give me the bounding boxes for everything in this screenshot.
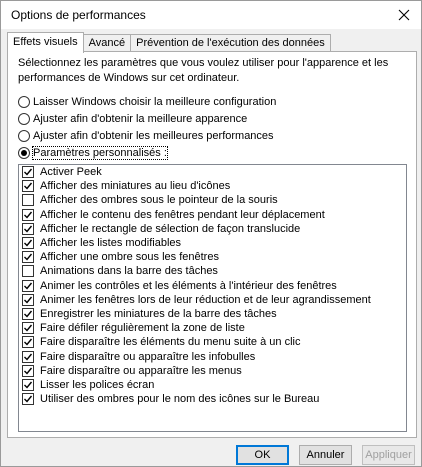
- list-item[interactable]: [19, 307, 406, 321]
- list-item[interactable]: [19, 349, 406, 363]
- list-item[interactable]: [19, 364, 406, 378]
- list-item-label: Afficher des ombres sous le pointeur de la souris: [40, 194, 278, 207]
- radio-let-windows-choose[interactable]: [18, 94, 276, 110]
- tab-visual-effects[interactable]: Effets visuels: [7, 32, 84, 53]
- radio-best-performance[interactable]: [18, 128, 274, 144]
- checkmark-icon: [23, 380, 33, 390]
- list-item-label: Afficher les listes modifiables: [40, 237, 182, 250]
- checkbox-checked[interactable]: [22, 365, 34, 377]
- checkbox-checked[interactable]: [22, 166, 34, 178]
- tab-strip: [7, 32, 330, 52]
- cancel-button[interactable]: Annuler: [299, 445, 352, 465]
- tab-advanced[interactable]: Avancé: [83, 34, 132, 53]
- list-item[interactable]: [19, 321, 406, 335]
- checkmark-icon: [23, 281, 33, 291]
- radio-button[interactable]: [18, 113, 30, 125]
- list-item[interactable]: [19, 335, 406, 349]
- list-item[interactable]: [19, 264, 406, 278]
- ok-button[interactable]: OK: [236, 445, 289, 465]
- checkmark-icon: [23, 238, 33, 248]
- list-item-label: Afficher une ombre sous les fenêtres: [40, 251, 219, 264]
- list-item-label: Animer les fenêtres lors de leur réduction et de leur agrandissement: [40, 293, 371, 306]
- checkmark-icon: [23, 366, 33, 376]
- list-item-label: Faire disparaître les éléments du menu suite à un clic: [40, 336, 301, 349]
- checkbox-checked[interactable]: [22, 280, 34, 292]
- checkbox-checked[interactable]: [22, 294, 34, 306]
- tab-panel: [7, 51, 417, 438]
- checkmark-icon: [23, 181, 33, 191]
- checkbox-unchecked[interactable]: [22, 265, 34, 277]
- checkbox-checked[interactable]: [22, 180, 34, 192]
- list-item[interactable]: [19, 165, 406, 179]
- checkmark-icon: [23, 323, 33, 333]
- window-title: Options de performances: [11, 8, 146, 22]
- radio-label: Laisser Windows choisir la meilleure configuration: [33, 96, 277, 108]
- checkmark-icon: [23, 210, 33, 220]
- list-item[interactable]: [19, 179, 406, 193]
- checkmark-icon: [23, 309, 33, 319]
- radio-button[interactable]: [18, 130, 30, 142]
- checkbox-checked[interactable]: [22, 223, 34, 235]
- radio-label: Paramètres personnalisés :: [33, 147, 167, 159]
- radio-button[interactable]: [18, 96, 30, 108]
- visual-effects-list[interactable]: [18, 164, 407, 432]
- close-icon: [398, 9, 410, 21]
- radio-button-selected[interactable]: [18, 147, 30, 159]
- list-item-label: Afficher le contenu des fenêtres pendant leur déplacement: [40, 208, 325, 221]
- list-item[interactable]: [19, 222, 406, 236]
- list-item-label: Animations dans la barre des tâches: [40, 265, 218, 278]
- list-item-label: Utiliser des ombres pour le nom des icônes sur le Bureau: [40, 393, 320, 406]
- list-item[interactable]: [19, 293, 406, 307]
- checkmark-icon: [23, 394, 33, 404]
- checkbox-checked[interactable]: [22, 393, 34, 405]
- apply-button[interactable]: Appliquer: [362, 445, 415, 465]
- list-item-label: Faire disparaître ou apparaître les infobulles: [40, 350, 256, 363]
- tab-data-execution-prevention[interactable]: Prévention de l'exécution des données: [130, 34, 331, 53]
- list-item[interactable]: [19, 250, 406, 264]
- list-item[interactable]: [19, 279, 406, 293]
- checkmark-icon: [23, 352, 33, 362]
- list-item[interactable]: [19, 193, 406, 207]
- title-bar: [1, 1, 421, 29]
- checkbox-checked[interactable]: [22, 351, 34, 363]
- checkmark-icon: [23, 337, 33, 347]
- list-item[interactable]: [19, 208, 406, 222]
- checkbox-checked[interactable]: [22, 251, 34, 263]
- description-text: Sélectionnez les paramètres que vous voulez utiliser pour l'apparence et les performances de Windows sur cet ordinateur.: [18, 57, 389, 84]
- list-item[interactable]: [19, 378, 406, 392]
- list-item[interactable]: [19, 392, 406, 406]
- list-item-label: Afficher le rectangle de sélection de façon translucide: [40, 222, 301, 235]
- checkbox-checked[interactable]: [22, 308, 34, 320]
- checkbox-checked[interactable]: [22, 322, 34, 334]
- checkbox-unchecked[interactable]: [22, 194, 34, 206]
- list-item-label: Lisser les polices écran: [40, 378, 155, 391]
- checkbox-checked[interactable]: [22, 336, 34, 348]
- checkbox-checked[interactable]: [22, 237, 34, 249]
- checkmark-icon: [23, 224, 33, 234]
- list-item-label: Afficher des miniatures au lieu d'icônes: [40, 180, 231, 193]
- list-item-label: Faire disparaître ou apparaître les menus: [40, 364, 242, 377]
- checkmark-icon: [23, 295, 33, 305]
- checkbox-checked[interactable]: [22, 209, 34, 221]
- list-item[interactable]: [19, 236, 406, 250]
- radio-label: Ajuster afin d'obtenir la meilleure apparence: [33, 113, 248, 125]
- radio-label: Ajuster afin d'obtenir les meilleures performances: [33, 130, 274, 142]
- radio-best-appearance[interactable]: [18, 111, 247, 127]
- list-item-label: Enregistrer les miniatures de la barre des tâches: [40, 307, 277, 320]
- checkmark-icon: [23, 252, 33, 262]
- checkbox-checked[interactable]: [22, 379, 34, 391]
- list-item-label: Animer les contrôles et les éléments à l'intérieur des fenêtres: [40, 279, 337, 292]
- close-button[interactable]: [387, 1, 421, 29]
- radio-custom[interactable]: [18, 145, 167, 161]
- list-item-label: Activer Peek: [40, 166, 102, 179]
- checkmark-icon: [23, 167, 33, 177]
- list-item-label: Faire défiler régulièrement la zone de liste: [40, 322, 245, 335]
